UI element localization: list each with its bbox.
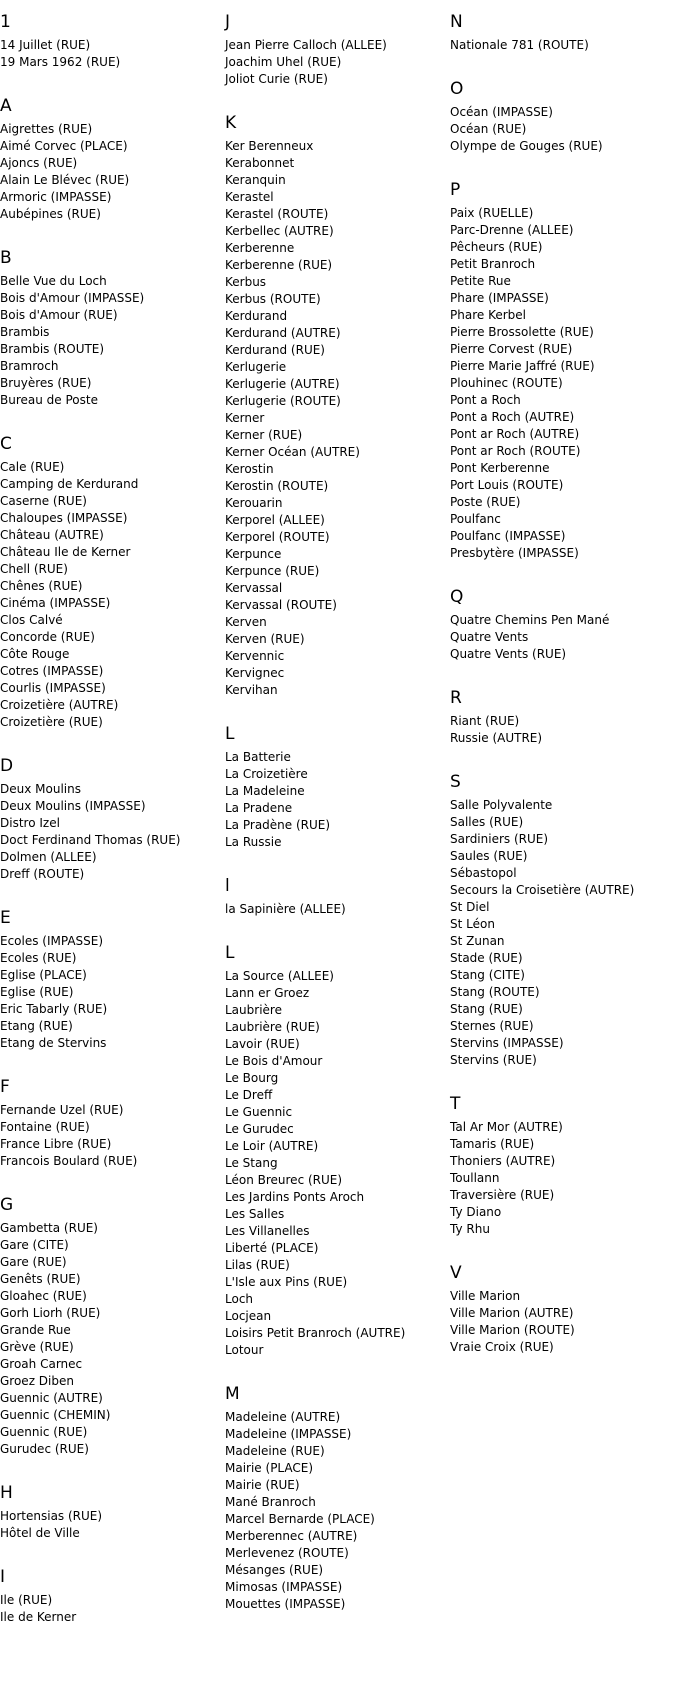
letter-group [0,1191,220,1458]
street-name: Mané Branroch [225,1495,316,1509]
street-name: Etang de Stervins [0,1036,107,1050]
street-name: Laubrière (RUE) [225,1020,320,1034]
street-name: Le Stang [225,1156,278,1170]
section-letter: E [0,908,11,928]
street-name: Russie (AUTRE) [450,731,543,745]
section-letter: C [0,434,12,454]
street-name: Ile de Kerner [0,1610,77,1624]
street-name: Lann er Groez [225,986,310,1000]
letter-group [0,1073,220,1170]
street-name: Brambis [0,325,50,339]
section-letter: K [225,113,237,133]
street-name: Gorh Liorh (RUE) [0,1306,101,1320]
street-name: Le Bois d'Amour [225,1054,323,1068]
letter-group [0,244,220,409]
street-name: Stade (RUE) [450,951,523,965]
street-name: Le Dreff [225,1088,273,1102]
street-name: Kervignec [225,666,285,680]
street-name: Aigrettes (RUE) [0,122,93,136]
street-name: Poulfanc [450,512,501,526]
street-name: Kerlugerie (ROUTE) [225,394,341,408]
street-name: La Batterie [225,750,291,764]
street-name: Salles (RUE) [450,815,524,829]
street-name: Ville Marion [450,1289,521,1303]
street-name: Tal Ar Mor (AUTRE) [450,1120,563,1134]
street-name: Grève (RUE) [0,1340,74,1354]
letter-group [0,752,220,883]
street-name: Loisirs Petit Branroch (AUTRE) [225,1326,406,1340]
street-name: Océan (IMPASSE) [450,105,553,119]
street-name: Grande Rue [0,1323,71,1337]
street-list [225,138,445,699]
street-name: Bramroch [0,359,59,373]
section-letter: D [0,756,14,776]
section-letter: M [225,1384,240,1404]
street-name: Dolmen (ALLEE) [0,850,97,864]
letter-group [0,904,220,1052]
section-letter: R [450,688,462,708]
street-list [0,273,220,409]
letter-group [0,92,220,223]
street-name: Eglise (PLACE) [0,968,87,982]
letter-group [450,583,675,663]
street-name: Groah Carnec [0,1357,83,1371]
street-list [0,37,220,71]
street-name: Fernande Uzel (RUE) [0,1103,124,1117]
street-name: Bois d'Amour (RUE) [0,308,118,322]
street-name: Kerastel (ROUTE) [225,207,329,221]
street-name: Kerpunce [225,547,282,561]
section-letter: N [450,12,463,32]
street-name: Pierre Corvest (RUE) [450,342,573,356]
street-name: Kerpunce (RUE) [225,564,320,578]
street-name: Les Jardins Ponts Aroch [225,1190,365,1204]
street-name: Cotres (IMPASSE) [0,664,104,678]
street-name: Les Salles [225,1207,285,1221]
street-name: La Pradène (RUE) [225,818,331,832]
section-letter: F [0,1077,10,1097]
section-letter: O [450,79,464,99]
street-list [450,713,675,747]
letter-group [0,430,220,731]
street-name: Kerdurand (RUE) [225,343,325,357]
street-name: Le Gurudec [225,1122,294,1136]
street-name: Stang (ROUTE) [450,985,540,999]
letter-group [0,1563,220,1626]
street-name: Gurudec (RUE) [0,1442,89,1456]
street-name: Aimé Corvec (PLACE) [0,139,128,153]
street-name: Pont a Roch (AUTRE) [450,410,575,424]
street-name: Tamaris (RUE) [450,1137,535,1151]
street-name: Ville Marion (ROUTE) [450,1323,575,1337]
street-list [450,612,675,663]
street-name: Les Villanelles [225,1224,310,1238]
street-name: Mésanges (RUE) [225,1563,324,1577]
street-name: Ecoles (RUE) [0,951,77,965]
street-name: Concorde (RUE) [0,630,95,644]
section-letter: J [225,12,231,32]
street-name: 14 Juillet (RUE) [0,38,91,52]
section-letter: T [450,1094,461,1114]
letter-group [225,8,445,88]
street-name: Phare Kerbel [450,308,526,322]
street-name: Parc-Drenne (ALLEE) [450,223,574,237]
street-name: Kerberenne (RUE) [225,258,333,272]
street-name: Camping de Kerdurand [0,477,139,491]
section-letter: 1 [0,12,11,32]
street-name: Locjean [225,1309,272,1323]
street-name: Joachim Uhel (RUE) [225,55,342,69]
street-name: Kerner Océan (AUTRE) [225,445,360,459]
street-name: la Sapinière (ALLEE) [225,902,346,916]
letter-group [225,720,445,851]
street-name: Ville Marion (AUTRE) [450,1306,574,1320]
street-name: St Léon [450,917,495,931]
letter-group [450,75,675,155]
street-name: Petit Branroch [450,257,536,271]
street-list [450,205,675,562]
street-name: Gambetta (RUE) [0,1221,98,1235]
letter-group [0,1479,220,1542]
street-name: Madeleine (IMPASSE) [225,1427,352,1441]
street-name: Gare (CITE) [0,1238,69,1252]
street-name: Caserne (RUE) [0,494,87,508]
street-list [0,1592,220,1626]
street-name: Mouettes (IMPASSE) [225,1597,346,1611]
street-name: La Madeleine [225,784,305,798]
street-name: Merlevenez (ROUTE) [225,1546,349,1560]
section-letter: A [0,96,12,116]
street-list [0,781,220,883]
street-name: Kerlugerie (AUTRE) [225,377,340,391]
street-list [450,104,675,155]
street-name: Deux Moulins [0,782,81,796]
street-list [225,749,445,851]
street-name: Pont ar Roch (AUTRE) [450,427,580,441]
street-name: Groez Diben [0,1374,74,1388]
section-letter: L [225,943,235,963]
street-name: Distro Izel [0,816,60,830]
street-name: Kerner [225,411,265,425]
street-name: Madeleine (RUE) [225,1444,325,1458]
street-list [450,797,675,1069]
street-name: Alain Le Blévec (RUE) [0,173,130,187]
street-name: Kerberenne [225,241,295,255]
street-name: Kerporel (ROUTE) [225,530,330,544]
street-name: Ty Diano [450,1205,502,1219]
index-column-1 [0,8,220,1647]
street-name: Pierre Marie Jaffré (RUE) [450,359,595,373]
street-name: Le Bourg [225,1071,279,1085]
street-name: Deux Moulins (IMPASSE) [0,799,146,813]
street-name: La Source (ALLEE) [225,969,334,983]
street-name: Brambis (ROUTE) [0,342,105,356]
street-list [450,1288,675,1356]
letter-group [0,8,220,71]
street-list [225,37,445,88]
street-name: Croizetière (AUTRE) [0,698,119,712]
street-name: Stervins (IMPASSE) [450,1036,564,1050]
street-name: Chênes (RUE) [0,579,83,593]
street-name: Kerlugerie [225,360,287,374]
street-name: Croizetière (RUE) [0,715,103,729]
section-letter: B [0,248,12,268]
street-list [450,1119,675,1238]
street-name: Kerostin (ROUTE) [225,479,329,493]
street-name: Joliot Curie (RUE) [225,72,328,86]
street-name: Kerven (RUE) [225,632,305,646]
street-name: Stang (CITE) [450,968,525,982]
street-name: Thoniers (AUTRE) [450,1154,556,1168]
street-name: Château Ile de Kerner [0,545,131,559]
street-name: Kerbus [225,275,267,289]
street-name: Côte Rouge [0,647,70,661]
street-name: Laubrière [225,1003,282,1017]
street-name: Chaloupes (IMPASSE) [0,511,128,525]
street-name: Lilas (RUE) [225,1258,290,1272]
street-name: Pêcheurs (RUE) [450,240,543,254]
street-name: Guennic (AUTRE) [0,1391,103,1405]
street-name: Quatre Chemins Pen Mané [450,613,610,627]
street-name: Kerastel [225,190,274,204]
index-column-3 [450,8,675,1377]
street-name: Sardiniers (RUE) [450,832,549,846]
street-name: Marcel Bernarde (PLACE) [225,1512,375,1526]
letter-group [225,1380,445,1613]
letter-group [450,8,675,54]
section-letter: H [0,1483,13,1503]
street-name: La Pradene [225,801,293,815]
street-name: Pont Kerberenne [450,461,550,475]
street-name: Salle Polyvalente [450,798,553,812]
letter-group [225,939,445,1359]
street-name: Toullann [450,1171,500,1185]
street-name: Kerbus (ROUTE) [225,292,321,306]
street-list [0,121,220,223]
street-name: L'Isle aux Pins (RUE) [225,1275,348,1289]
street-name: Poste (RUE) [450,495,521,509]
street-list [0,1102,220,1170]
street-name: Ker Berenneux [225,139,314,153]
street-name: Guennic (RUE) [0,1425,88,1439]
street-name: Olympe de Gouges (RUE) [450,139,603,153]
street-name: Doct Ferdinand Thomas (RUE) [0,833,181,847]
street-name: Jean Pierre Calloch (ALLEE) [225,38,387,52]
street-name: St Zunan [450,934,505,948]
street-name: Le Loir (AUTRE) [225,1139,319,1153]
street-name: Ile (RUE) [0,1593,53,1607]
letter-group [225,109,445,699]
street-name: Saules (RUE) [450,849,528,863]
street-name: La Russie [225,835,282,849]
street-name: Lavoir (RUE) [225,1037,300,1051]
letter-group [450,684,675,747]
street-list [225,901,445,918]
street-name: Loch [225,1292,254,1306]
street-name: Clos Calvé [0,613,63,627]
street-name: Guennic (CHEMIN) [0,1408,111,1422]
street-name: Mimosas (IMPASSE) [225,1580,343,1594]
street-name: Stang (RUE) [450,1002,523,1016]
street-name: Francois Boulard (RUE) [0,1154,138,1168]
street-name: Sternes (RUE) [450,1019,534,1033]
section-letter: L [225,724,235,744]
street-name: Pont ar Roch (ROUTE) [450,444,581,458]
index-column-2 [225,8,445,1634]
letter-group [450,1090,675,1238]
street-name: Poulfanc (IMPASSE) [450,529,566,543]
street-name: Eglise (RUE) [0,985,74,999]
street-name: Nationale 781 (ROUTE) [450,38,589,52]
street-name: Phare (IMPASSE) [450,291,549,305]
street-list [0,1508,220,1542]
street-name: Bureau de Poste [0,393,98,407]
street-name: Etang (RUE) [0,1019,73,1033]
street-name: Presbytère (IMPASSE) [450,546,579,560]
street-name: Belle Vue du Loch [0,274,107,288]
street-name: Léon Breurec (RUE) [225,1173,343,1187]
street-name: Cinéma (IMPASSE) [0,596,111,610]
street-name: Vraie Croix (RUE) [450,1340,554,1354]
street-name: Cale (RUE) [0,460,65,474]
street-list [450,37,675,54]
street-name: Aubépines (RUE) [0,207,101,221]
street-name: Keranquin [225,173,286,187]
street-name: St Diel [450,900,490,914]
street-name: Kerven [225,615,267,629]
section-letter: P [450,180,461,200]
section-letter: S [450,772,461,792]
street-name: Lotour [225,1343,264,1357]
street-name: Armoric (IMPASSE) [0,190,112,204]
street-name: La Croizetière [225,767,308,781]
letter-group [450,1259,675,1356]
street-name: Ecoles (IMPASSE) [0,934,104,948]
street-name: Paix (RUELLE) [450,206,534,220]
street-list [0,1220,220,1458]
street-name: Pont a Roch [450,393,521,407]
street-name: Chell (RUE) [0,562,68,576]
street-name: Kerabonnet [225,156,295,170]
street-name: Liberté (PLACE) [225,1241,319,1255]
street-name: Ty Rhu [450,1222,490,1236]
street-name: Quatre Vents [450,630,529,644]
street-name: Kerner (RUE) [225,428,303,442]
street-name: Riant (RUE) [450,714,520,728]
street-name: Kervihan [225,683,278,697]
section-letter: I [0,1567,6,1587]
street-name: Gloahec (RUE) [0,1289,87,1303]
section-letter: Q [450,587,464,607]
letter-group [450,176,675,562]
street-name: Château (AUTRE) [0,528,104,542]
street-name: Gare (RUE) [0,1255,67,1269]
street-name: Kervennic [225,649,285,663]
street-name: 19 Mars 1962 (RUE) [0,55,121,69]
street-name: Quatre Vents (RUE) [450,647,567,661]
street-name: Océan (RUE) [450,122,527,136]
street-name: Merberennec (AUTRE) [225,1529,358,1543]
street-name: Kerporel (ALLEE) [225,513,325,527]
section-letter: V [450,1263,462,1283]
street-name: Eric Tabarly (RUE) [0,1002,108,1016]
street-name: Kervassal (ROUTE) [225,598,337,612]
street-name: Bois d'Amour (IMPASSE) [0,291,145,305]
street-name: Dreff (ROUTE) [0,867,85,881]
street-name: Hôtel de Ville [0,1526,80,1540]
street-name: Secours la Croisetière (AUTRE) [450,883,635,897]
letter-group [225,872,445,918]
street-name: Traversière (RUE) [450,1188,555,1202]
street-name: Kerbellec (AUTRE) [225,224,334,238]
street-name: Sébastopol [450,866,517,880]
street-list [0,933,220,1052]
street-list [225,968,445,1359]
street-name: Kerouarin [225,496,283,510]
street-name: Ajoncs (RUE) [0,156,78,170]
street-name: Genêts (RUE) [0,1272,81,1286]
section-letter: l [225,876,230,896]
street-name: Stervins (RUE) [450,1053,537,1067]
street-name: Pierre Brossolette (RUE) [450,325,594,339]
section-letter: G [0,1195,14,1215]
street-name: Fontaine (RUE) [0,1120,90,1134]
street-name: France Libre (RUE) [0,1137,112,1151]
street-name: Plouhinec (ROUTE) [450,376,563,390]
street-list [225,1409,445,1613]
street-name: Mairie (RUE) [225,1478,300,1492]
street-name: Bruyères (RUE) [0,376,92,390]
street-list [0,459,220,731]
street-name: Kerdurand (AUTRE) [225,326,341,340]
street-name: Port Louis (ROUTE) [450,478,564,492]
street-name: Petite Rue [450,274,511,288]
street-name: Kerdurand [225,309,288,323]
street-name: Madeleine (AUTRE) [225,1410,341,1424]
street-name: Courlis (IMPASSE) [0,681,106,695]
street-name: Le Guennic [225,1105,293,1119]
street-name: Hortensias (RUE) [0,1509,103,1523]
street-name: Kervassal [225,581,283,595]
letter-group [450,768,675,1069]
street-name: Kerostin [225,462,274,476]
street-name: Mairie (PLACE) [225,1461,314,1475]
